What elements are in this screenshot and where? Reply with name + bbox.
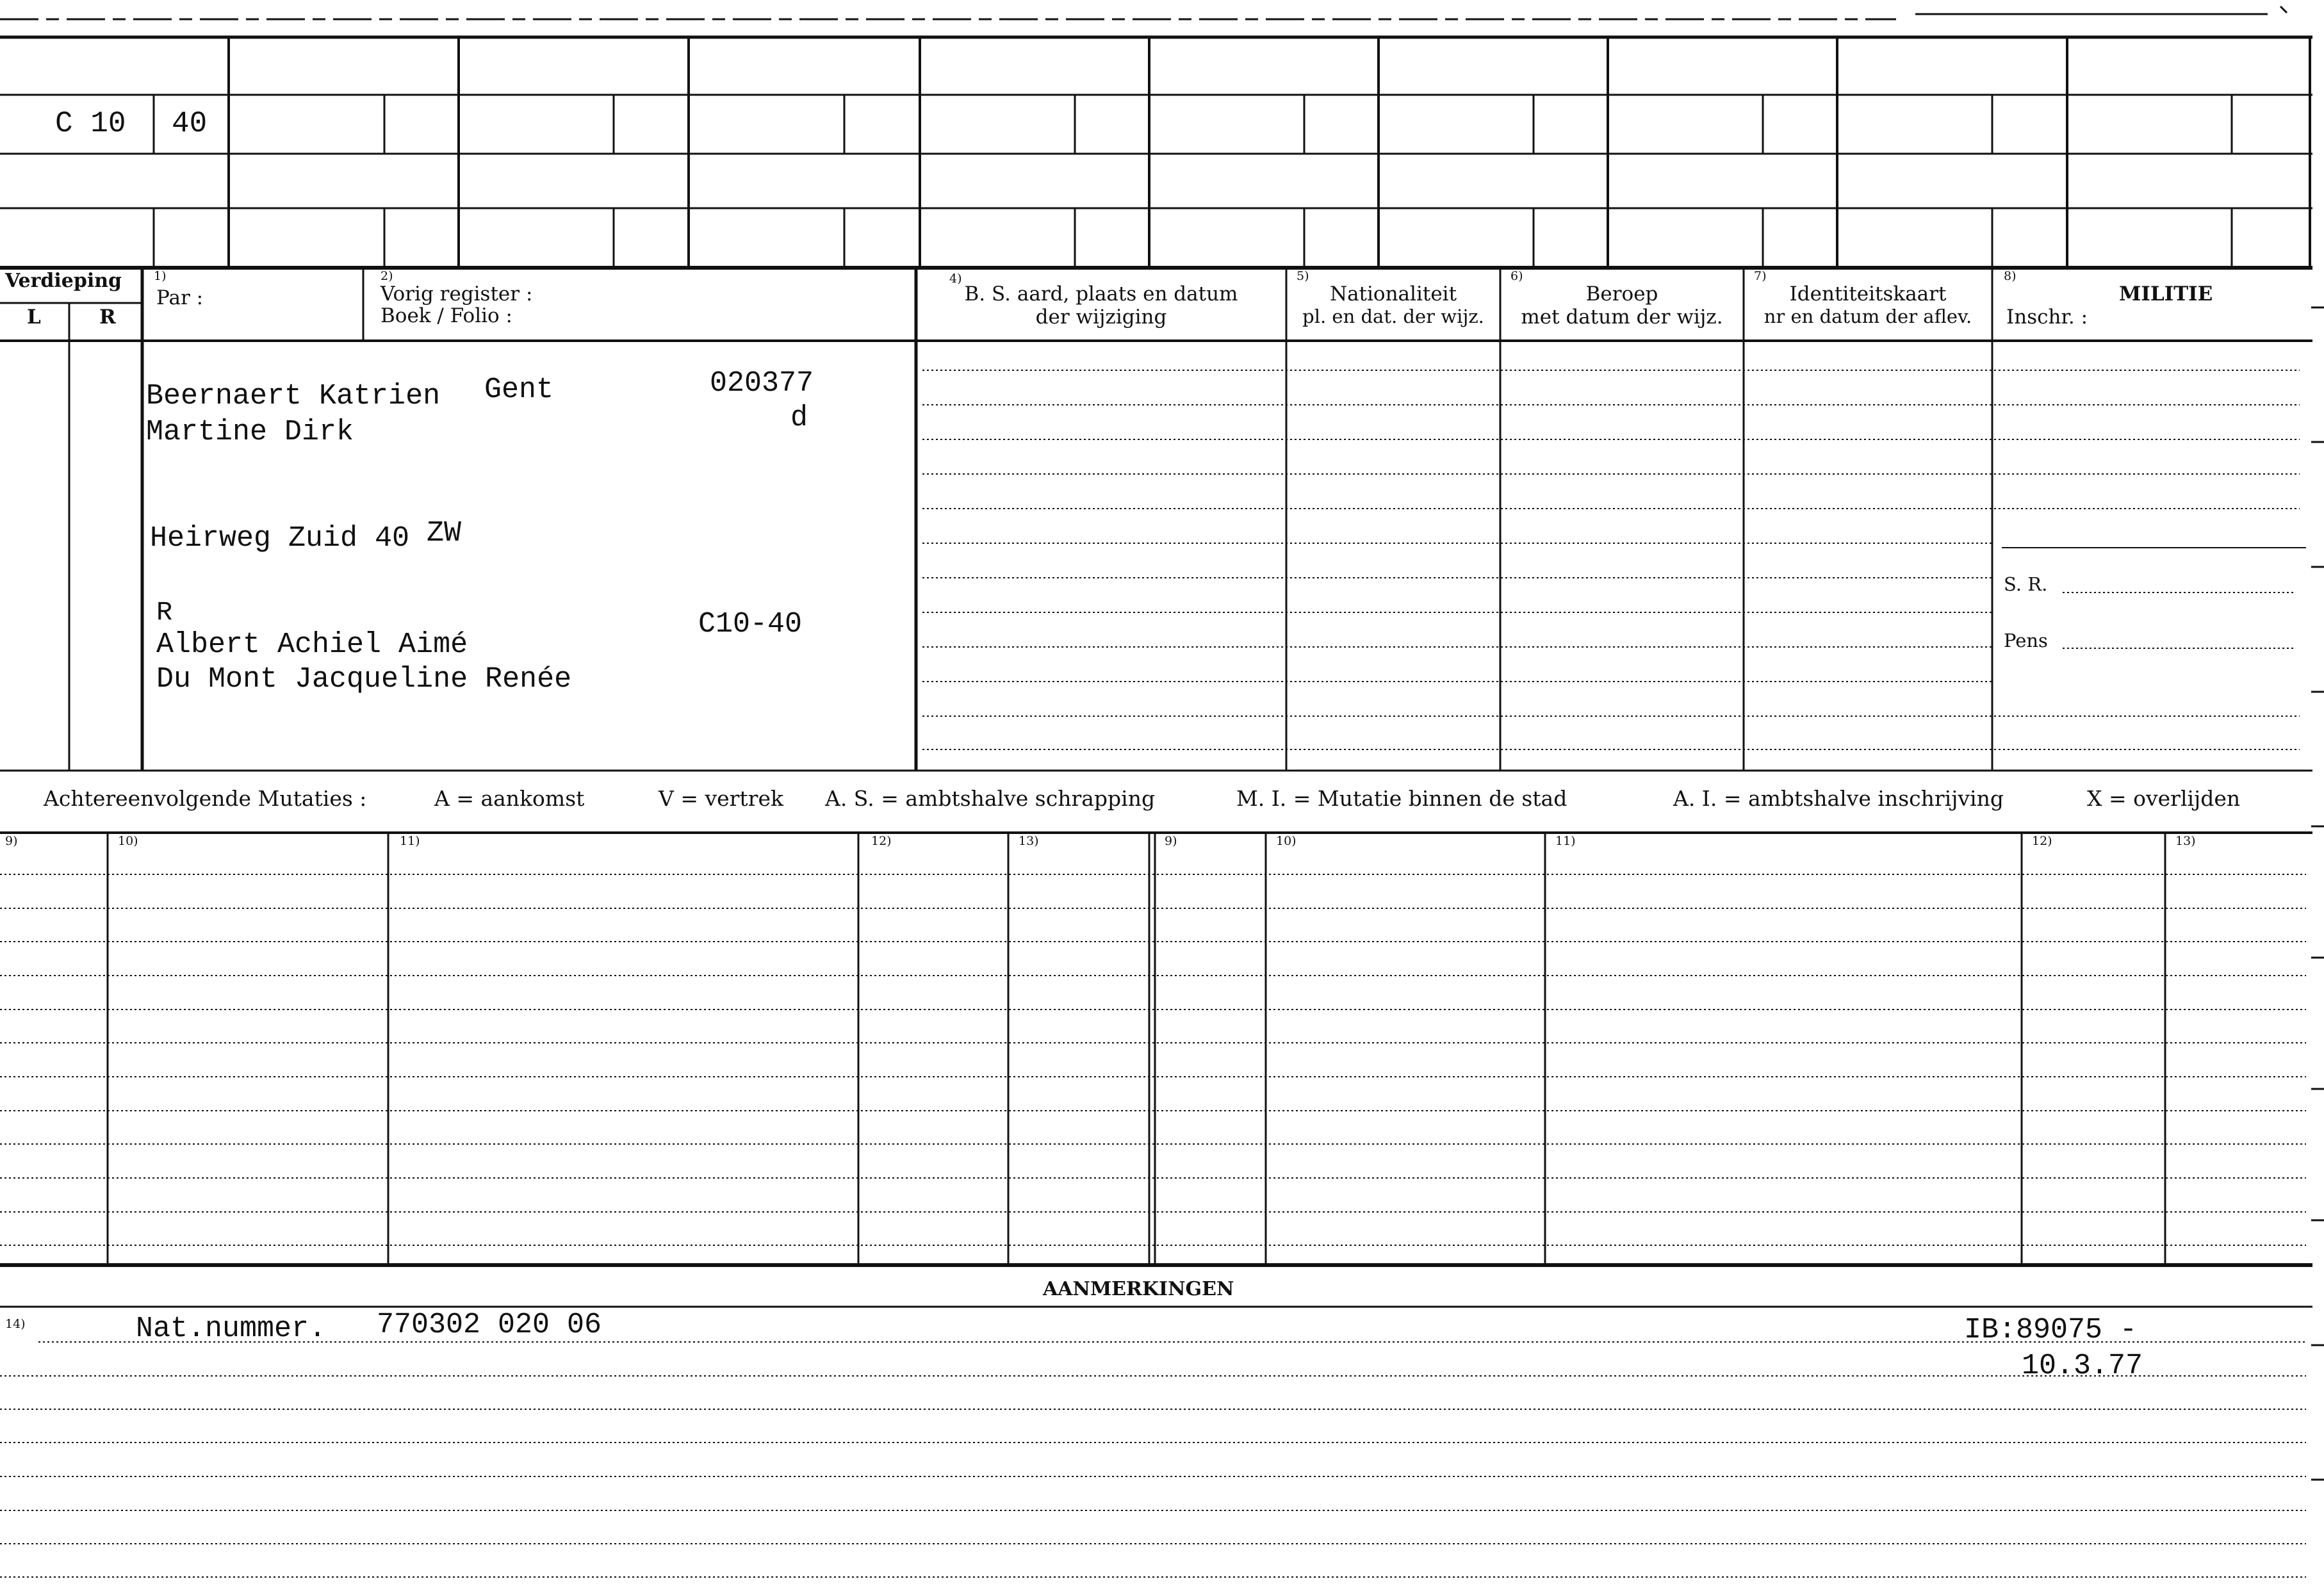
col8-number: 8) [2004,269,2017,283]
mutations-label: Achtereenvolgende Mutaties : [44,786,367,811]
mutation-x: X = overlijden [2087,786,2241,811]
col1-number: 1) [154,269,167,283]
col6-number: 6) [1510,269,1523,283]
verdieping-label: Verdieping [5,270,122,292]
pens-label: Pens [2004,630,2048,651]
resident-line-1: Beernaert Katrien [146,380,441,413]
mutation-col-13: 13) [1019,834,1039,848]
mutation-col-12: 12) [871,834,892,848]
nat-number-label: Nat.nummer. [136,1312,327,1345]
par-label: Par : [156,286,204,309]
address-suffix: ZW [427,517,462,550]
col7-header: Identiteitskaart [1789,282,1947,306]
remarks-title: AANMERKINGEN [1043,1278,1234,1300]
col4-subheader: der wijziging [1035,306,1167,329]
mutation-col-11: 11) [1555,834,1576,848]
col6-subheader: met datum der wijz. [1521,306,1723,329]
resident-letter: R [156,597,173,628]
mutation-col-11: 11) [400,834,420,848]
ib-date: 10.3.77 [2022,1350,2143,1382]
status-mark: d [790,402,808,434]
col4-header: B. S. aard, plaats en datum [964,282,1238,306]
mutation-v: V = vertrek [659,786,783,811]
col2-number: 2) [381,269,393,283]
col4-number: 4) [949,272,962,286]
address-block-code: C 10 [55,107,126,140]
address-code-typed: C10-40 [698,608,803,641]
remarks-number: 14) [5,1317,26,1331]
mutation-mi: M. I. = Mutatie binnen de stad [1236,786,1567,811]
mutation-col-9: 9) [1165,834,1177,848]
resident-line-2: Martine Dirk [146,416,354,448]
date-code: 020377 [710,367,814,400]
col6-header: Beroep [1585,282,1658,306]
col7-subheader: nr en datum der aflev. [1763,306,1972,327]
col5-number: 5) [1297,269,1309,283]
sr-label: S. R. [2004,573,2048,595]
mutation-col-10: 10) [1276,834,1297,848]
col5-subheader: pl. en dat. der wijz. [1302,306,1484,327]
mutation-col-9: 9) [5,834,18,848]
mutation-col-10: 10) [118,834,138,848]
street-address: Heirweg Zuid 40 [150,522,410,555]
right-label: R [99,306,116,329]
boek-folio-label: Boek / Folio : [381,304,512,327]
inschr-label: Inschr. : [2006,306,2088,329]
vorig-register-label: Vorig register : [381,282,533,306]
col7-number: 7) [1754,269,1767,283]
mutation-ai: A. I. = ambtshalve inschrijving [1673,786,2004,811]
resident-line-4: Du Mont Jacqueline Renée [156,663,572,696]
col5-header: Nationaliteit [1329,282,1457,306]
militie-label: MILITIE [2119,282,2213,306]
mutation-as: A. S. = ambtshalve schrapping [825,786,1156,811]
ib-reference: IB:89075 - [1964,1314,2138,1346]
mutation-col-13: 13) [2175,834,2196,848]
nat-number-value: 770302 020 06 [377,1309,602,1341]
address-house-number: 40 [172,107,208,140]
mutation-col-12: 12) [2032,834,2052,848]
mutation-a: A = aankomst [434,786,585,811]
left-label: L [27,306,41,329]
resident-line-3: Albert Achiel Aimé [156,628,468,661]
birthplace: Gent [484,373,554,406]
